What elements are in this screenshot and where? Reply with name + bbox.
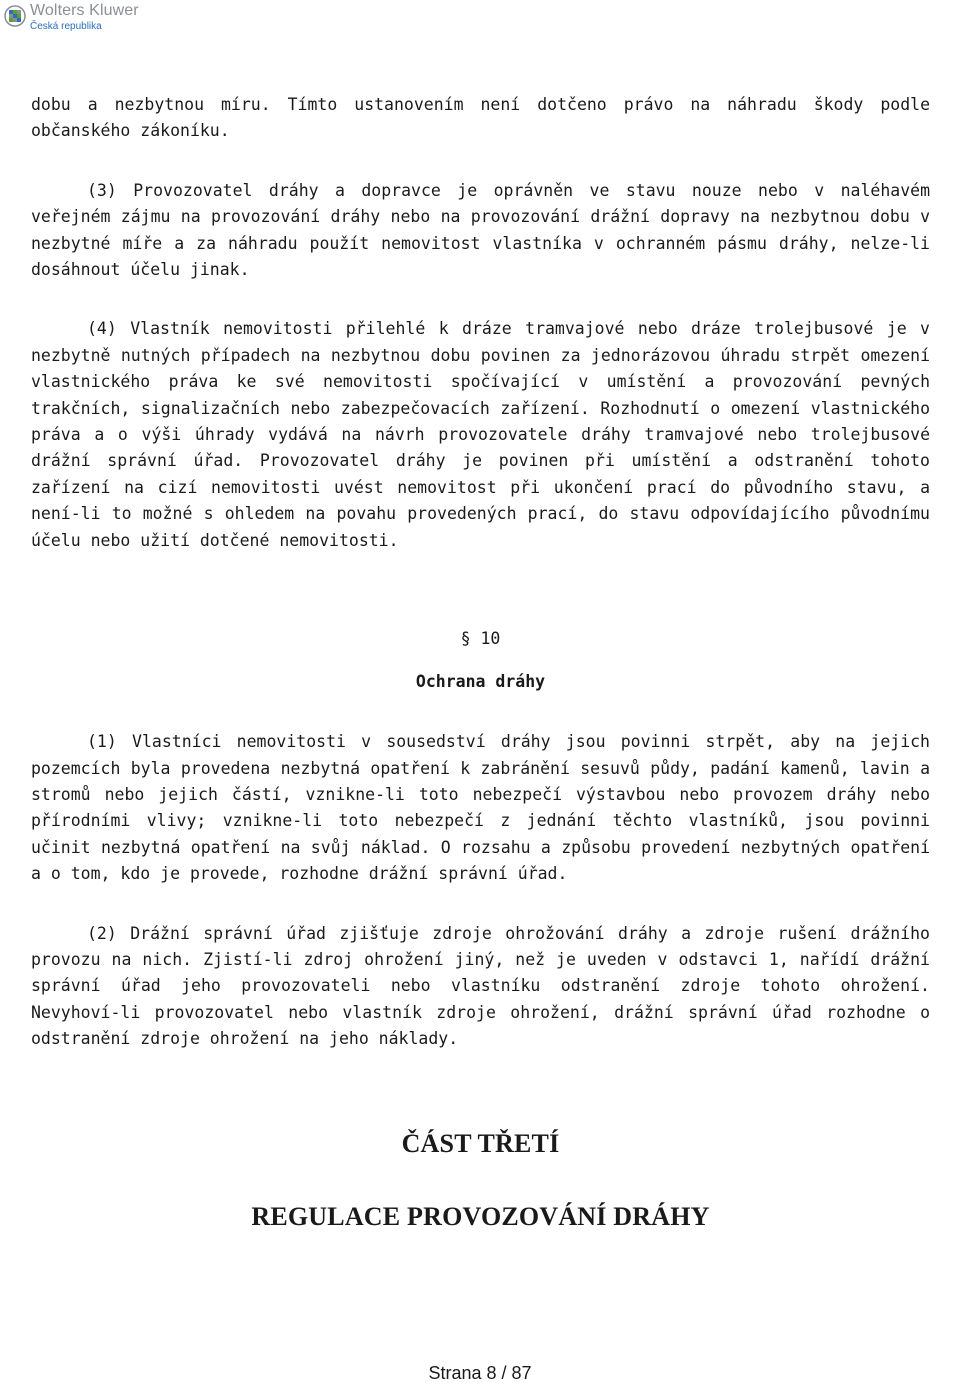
continuation-paragraph: dobu a nezbytnou míru. Tímto ustanovením není dotčeno právo na náhradu škody podle občanského zákoníku. xyxy=(31,95,930,141)
logo-country: Česká republika xyxy=(30,21,102,32)
paragraph-3: (3) Provozovatel dráhy a dopravce je oprávněn ve stavu nouze nebo v naléhavém veřejném zájmu na provozování dráhy nebo na provozování drážní dopravy na nezbytnou dobu v nezbytné míře a za náhradu použít nemovitost vlastníka v ochranném pásmu dráhy, nelze-li dosáhnout účelu jinak. xyxy=(31,180,930,280)
part-subtitle: REGULACE PROVOZOVÁNÍ DRÁHY xyxy=(251,1201,710,1231)
section-10-paragraph-1: (1) Vlastníci nemovitosti v sousedství dráhy jsou povinni strpět, aby na jejich pozemcích byla provedena nezbytná opatření k zabránění sesuvů půdy, padání kamenů, lavin a stromů nebo jejich částí, vznikne-li toto nebezpečí výstavbou nebo provozem dráhy nebo přírodními vlivy; vznikne-li toto nebezpečí z jednání těchto vlastníků, jsou povinni učinit nezbytná opatření na svůj náklad. O rozsahu a způsobu provedení nezbytných opatření a o tom, kdo je provede, rozhodne drážní správní úřad. xyxy=(31,732,930,884)
part-title: ČÁST TŘETÍ xyxy=(401,1128,560,1158)
section-number: § 10 xyxy=(460,629,501,649)
section-10-paragraph-2: (2) Drážní správní úřad zjišťuje zdroje ohrožování dráhy a zdroje rušení drážního provozu na nich. Zjistí-li zdroj ohrožení jiný, než je uveden v odstavci 1, nařídí drážní správní úřad jeho provozovateli nebo vlastníku odstranění zdroje tohoto ohrožení. Nevyhoví-li provozovatel nebo vlastník zdroje ohrožení, drážní správní úřad rozhodne o odstranění zdroje ohrožení na jeho náklady. xyxy=(31,923,930,1049)
page-number: Strana 8 / 87 xyxy=(428,1363,532,1383)
document-body xyxy=(31,92,930,1236)
paragraph-4: (4) Vlastník nemovitosti přilehlé k dráze tramvajové nebo dráze trolejbusové je v nezbytně nutných případech na nezbytnou dobu povinen za jednorázovou úhradu strpět omezení vlastnického práva ke své nemovitosti spočívající v umístění a provozování pevných trakčních, signalizačních nebo zabezpečovacích zařízení. Rozhodnutí o omezení vlastnického práva a o výši úhrady vydává na návrh provozovatele dráhy tramvajové nebo trolejbusové drážní správní úřad. Provozovatel dráhy je povinen při umístění a odstranění tohoto zařízení na cizí nemovitosti uvést nemovitost při ukončení prací do původního stavu, a není-li to možné s ohledem na povahu provedených prací, do stavu odpovídajícího původnímu účelu nebo užití dotčené nemovitosti. xyxy=(31,319,930,550)
wolters-kluwer-logo-icon xyxy=(4,5,26,27)
section-title: Ochrana dráhy xyxy=(415,672,546,692)
logo-brand-name: Wolters Kluwer xyxy=(30,2,139,19)
publisher-logo xyxy=(4,3,139,37)
